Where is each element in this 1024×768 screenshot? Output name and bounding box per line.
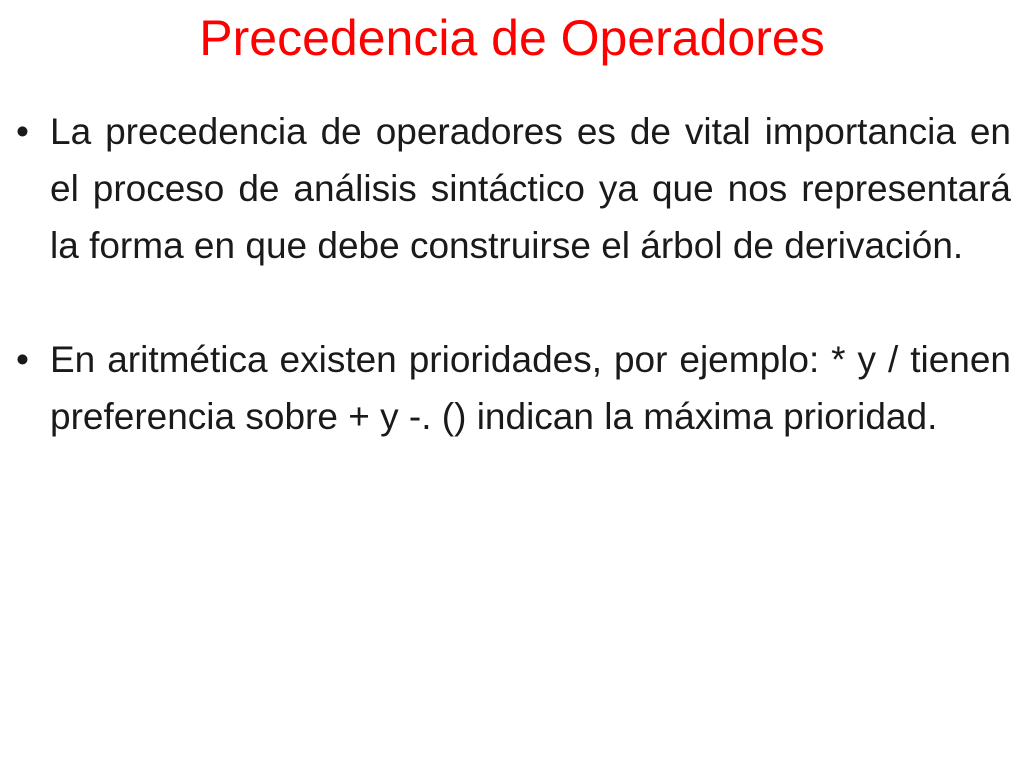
bullet-text: La precedencia de operadores es de vital importancia en el proceso de análisis sintáctico ya que nos representará la forma en que debe construirse el árbol de derivación. <box>50 111 1011 266</box>
slide-title: Precedencia de Operadores <box>199 10 825 66</box>
bullet-icon: • <box>16 339 29 380</box>
bullet-item-arithmetic <box>16 331 1011 445</box>
bullet-list <box>16 103 1011 445</box>
bullet-item-precedence <box>16 103 1011 274</box>
bullet-text: En aritmética existen prioridades, por ejemplo: * y / tienen preferencia sobre + y -. () indican la máxima prioridad. <box>50 339 1011 437</box>
bullet-icon: • <box>16 111 29 152</box>
